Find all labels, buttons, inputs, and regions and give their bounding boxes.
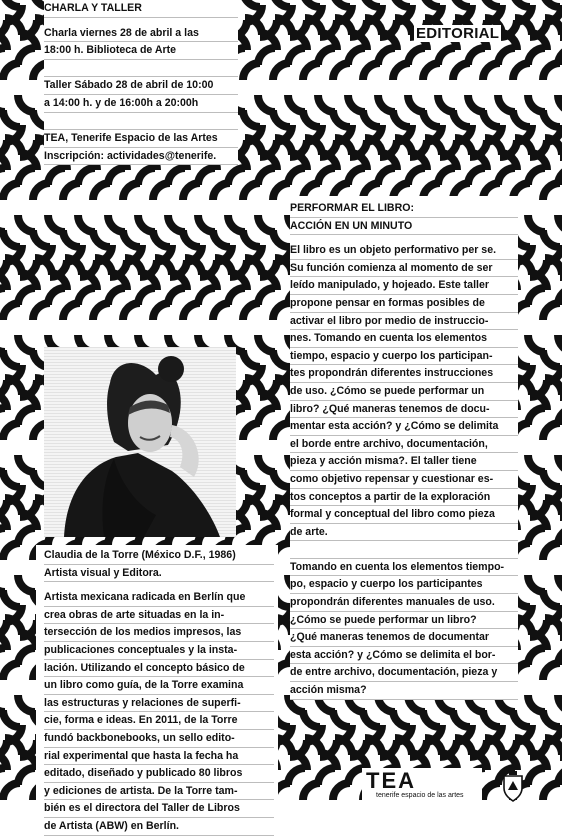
artist-bio-line: las estructuras y relaciones de superfi-: [44, 695, 274, 713]
pattern-arc: [0, 455, 5, 472]
pattern-arc: [48, 215, 65, 232]
pattern-arc: [273, 230, 290, 247]
workshop-body-line: mentar esta acción? y ¿Cómo se delimita: [290, 418, 518, 436]
pattern-arc: [528, 335, 545, 352]
pattern-arc: [528, 215, 545, 232]
pattern-arc: [3, 590, 20, 607]
workshop-title-line: ACCIÓN EN UN MINUTO: [290, 218, 518, 236]
workshop-body-line: po, espacio y cuerpo los participantes: [290, 576, 518, 594]
workshop-body-line: tiempo, espacio y cuerpo los participan-: [290, 348, 518, 366]
workshop-body-line: [290, 541, 518, 559]
pattern-arc: [528, 408, 545, 425]
workshop-body-line: de arte.: [290, 524, 518, 542]
pattern-arc: [543, 303, 560, 320]
pattern-arc: [438, 95, 455, 112]
pattern-arc: [153, 183, 170, 200]
pattern-arc: [273, 0, 290, 7]
pattern-arc: [78, 168, 95, 185]
pattern-arc: [0, 335, 5, 352]
workshop-block: [290, 196, 518, 700]
pattern-arc: [138, 288, 155, 305]
artist-bio-line: Artista mexicana radicada en Berlín que: [44, 589, 274, 607]
pattern-arc: [258, 455, 275, 472]
pattern-arc: [363, 0, 380, 7]
pattern-arc: [213, 183, 230, 200]
pattern-arc: [0, 768, 5, 785]
pattern-arc: [138, 168, 155, 185]
pattern-arc: [528, 695, 545, 712]
pattern-arc: [273, 470, 290, 487]
pattern-arc: [513, 710, 530, 727]
pattern-arc: [393, 63, 410, 80]
workshop-body-line: tes propondrán diferentes instrucciones: [290, 365, 518, 383]
pattern-arc: [78, 215, 95, 232]
pattern-arc: [243, 470, 260, 487]
pattern-arc: [558, 575, 562, 592]
pattern-arc: [528, 168, 545, 185]
pattern-arc: [198, 215, 215, 232]
pattern-arc: [408, 48, 425, 65]
pattern-arc: [0, 95, 5, 112]
artist-portrait: [44, 347, 236, 537]
pattern-arc: [3, 303, 20, 320]
artist-bio-line: lación. Utilizando el concepto básico de: [44, 660, 274, 678]
pattern-arc: [273, 63, 290, 80]
pattern-arc: [258, 528, 275, 545]
pattern-arc: [0, 528, 5, 545]
pattern-arc: [258, 48, 275, 65]
pattern-arc: [543, 63, 560, 80]
pattern-arc: [273, 423, 290, 440]
cabildo-crest-icon: [500, 770, 526, 802]
pattern-arc: [543, 470, 560, 487]
pattern-arc: [543, 183, 560, 200]
pattern-arc: [378, 48, 395, 65]
pattern-arc: [273, 350, 290, 367]
pattern-arc: [258, 408, 275, 425]
pattern-arc: [0, 288, 5, 305]
pattern-arc: [273, 110, 290, 127]
tea-logo-word: TEA: [366, 768, 416, 793]
pattern-arc: [93, 230, 110, 247]
pattern-arc: [153, 230, 170, 247]
pattern-arc: [18, 575, 35, 592]
pattern-arc: [498, 95, 515, 112]
workshop-body-line: esta acción? y ¿Cómo se delimita el bor-: [290, 647, 518, 665]
pattern-arc: [108, 288, 125, 305]
pattern-arc: [543, 110, 560, 127]
event-line: Charla viernes 28 de abril a las: [44, 25, 238, 43]
pattern-arc: [0, 168, 5, 185]
pattern-arc: [408, 168, 425, 185]
pattern-arc: [3, 0, 20, 7]
pattern-arc: [483, 63, 500, 80]
pattern-arc: [273, 183, 290, 200]
pattern-arc: [123, 183, 140, 200]
pattern-arc: [318, 168, 335, 185]
workshop-body-line: de uso. ¿Cómo se puede performar un: [290, 383, 518, 401]
pattern-arc: [513, 0, 530, 7]
pattern-arc: [0, 575, 5, 592]
artist-block: [36, 545, 278, 836]
pattern-arc: [513, 110, 530, 127]
pattern-arc: [483, 0, 500, 7]
workshop-body-line: propondrán diferentes manuales de uso.: [290, 594, 518, 612]
pattern-arc: [393, 710, 410, 727]
pattern-arc: [528, 648, 545, 665]
pattern-arc: [303, 710, 320, 727]
workshop-body-line: Tomando en cuenta los elementos tiempo-: [290, 559, 518, 577]
artist-bio-line: y ediciones de artista. De la Torre tam-: [44, 783, 274, 801]
event-line: 18:00 h. Biblioteca de Arte: [44, 42, 238, 60]
pattern-arc: [183, 183, 200, 200]
pattern-arc: [3, 663, 20, 680]
pattern-arc: [408, 95, 425, 112]
pattern-arc: [453, 710, 470, 727]
pattern-arc: [228, 288, 245, 305]
workshop-body-line: leído manipulado, y hojeado. Este taller: [290, 277, 518, 295]
pattern-arc: [18, 168, 35, 185]
event-line: [44, 113, 238, 131]
pattern-arc: [288, 95, 305, 112]
workshop-body-line: como objetivo repensar y cuestionar es-: [290, 471, 518, 489]
workshop-body-line: acción misma?: [290, 682, 518, 700]
pattern-arc: [258, 335, 275, 352]
pattern-arc: [18, 215, 35, 232]
pattern-arc: [18, 648, 35, 665]
artist-caption-line: Claudia de la Torre (México D.F., 1986): [44, 547, 274, 565]
workshop-body-line: de entre archivo, documentación, pieza y: [290, 664, 518, 682]
pattern-arc: [213, 303, 230, 320]
pattern-arc: [558, 95, 562, 112]
event-line: TEA, Tenerife Espacio de las Artes: [44, 130, 238, 148]
pattern-arc: [528, 768, 545, 785]
pattern-arc: [123, 303, 140, 320]
workshop-body-line: El libro es un objeto performativo per se.: [290, 242, 518, 260]
pattern-arc: [3, 110, 20, 127]
workshop-body-line: tos conceptos a partir de la exploración: [290, 489, 518, 507]
pattern-arc: [3, 350, 20, 367]
pattern-arc: [3, 470, 20, 487]
pattern-arc: [138, 215, 155, 232]
pattern-arc: [363, 110, 380, 127]
pattern-arc: [243, 110, 260, 127]
pattern-arc: [198, 168, 215, 185]
artist-bio-line: un libro como guía, de la Torre examina: [44, 677, 274, 695]
pattern-arc: [3, 183, 20, 200]
pattern-arc: [48, 288, 65, 305]
pattern-arc: [513, 63, 530, 80]
event-line: a 14:00 h. y de 16:00h a 20:00h: [44, 95, 238, 113]
pattern-arc: [468, 48, 485, 65]
pattern-arc: [3, 230, 20, 247]
pattern-arc: [528, 288, 545, 305]
pattern-arc: [348, 168, 365, 185]
section-label: EDITORIAL: [416, 25, 500, 42]
artist-bio-line: rial experimental que hasta la fecha ha: [44, 748, 274, 766]
pattern-arc: [303, 63, 320, 80]
workshop-body-line: el borde entre archivo, documentación,: [290, 436, 518, 454]
event-line: [44, 60, 238, 78]
pattern-arc: [348, 95, 365, 112]
pattern-arc: [288, 168, 305, 185]
pattern-arc: [333, 710, 350, 727]
pattern-arc: [243, 63, 260, 80]
pattern-arc: [318, 768, 335, 785]
pattern-arc: [543, 350, 560, 367]
artist-bio-line: cie, forma e ideas. En 2011, de la Torre: [44, 712, 274, 730]
tea-logo: [362, 768, 482, 802]
pattern-arc: [468, 168, 485, 185]
pattern-arc: [558, 335, 562, 352]
pattern-arc: [108, 215, 125, 232]
pattern-arc: [243, 183, 260, 200]
pattern-arc: [3, 63, 20, 80]
pattern-arc: [48, 168, 65, 185]
workshop-body-line: libro? ¿Qué maneras tenemos de docu-: [290, 401, 518, 419]
pattern-arc: [243, 230, 260, 247]
pattern-arc: [0, 648, 5, 665]
pattern-arc: [228, 215, 245, 232]
event-line: Taller Sábado 28 de abril de 10:00: [44, 77, 238, 95]
artist-bio-line: de Artista (ABW) en Berlín.: [44, 818, 274, 836]
pattern-arc: [558, 215, 562, 232]
pattern-arc: [63, 230, 80, 247]
pattern-arc: [303, 783, 320, 800]
pattern-arc: [453, 110, 470, 127]
workshop-body-line: activar el libro por medio de instruccio-: [290, 313, 518, 331]
pattern-arc: [348, 48, 365, 65]
pattern-arc: [243, 0, 260, 7]
pattern-arc: [18, 95, 35, 112]
pattern-arc: [288, 768, 305, 785]
pattern-arc: [18, 455, 35, 472]
pattern-arc: [0, 48, 5, 65]
pattern-arc: [18, 408, 35, 425]
event-info: [44, 0, 238, 165]
pattern-arc: [363, 63, 380, 80]
pattern-arc: [498, 48, 515, 65]
pattern-arc: [0, 408, 5, 425]
pattern-arc: [498, 168, 515, 185]
pattern-arc: [3, 423, 20, 440]
artist-bio-line: editado, diseñado y publicado 80 libros: [44, 765, 274, 783]
pattern-arc: [93, 303, 110, 320]
artist-bio-line: crea obras de arte situadas en la in-: [44, 607, 274, 625]
pattern-arc: [333, 0, 350, 7]
pattern-arc: [18, 528, 35, 545]
pattern-arc: [108, 168, 125, 185]
pattern-arc: [528, 95, 545, 112]
pattern-arc: [543, 663, 560, 680]
pattern-arc: [63, 303, 80, 320]
artist-bio-line: publicaciones conceptuales y la insta-: [44, 642, 274, 660]
pattern-arc: [453, 63, 470, 80]
pattern-arc: [333, 783, 350, 800]
pattern-arc: [168, 288, 185, 305]
pattern-arc: [18, 768, 35, 785]
pattern-arc: [423, 0, 440, 7]
pattern-arc: [258, 215, 275, 232]
pattern-arc: [528, 48, 545, 65]
pattern-arc: [543, 230, 560, 247]
pattern-arc: [483, 710, 500, 727]
pattern-arc: [33, 303, 50, 320]
pattern-arc: [273, 303, 290, 320]
pattern-arc: [93, 183, 110, 200]
pattern-arc: [333, 63, 350, 80]
pattern-arc: [0, 695, 5, 712]
pattern-arc: [3, 543, 20, 560]
pattern-arc: [528, 455, 545, 472]
workshop-title-line: PERFORMAR EL LIBRO:: [290, 200, 518, 218]
artist-bio-line: fundó backbonebooks, un sello edito-: [44, 730, 274, 748]
artist-bio-line: bién es el directora del Taller de Libros: [44, 800, 274, 818]
pattern-arc: [543, 783, 560, 800]
pattern-arc: [18, 695, 35, 712]
pattern-arc: [288, 48, 305, 65]
pattern-arc: [33, 183, 50, 200]
pattern-arc: [33, 230, 50, 247]
pattern-arc: [318, 48, 335, 65]
pattern-arc: [543, 0, 560, 7]
pattern-arc: [318, 95, 335, 112]
artist-bio-line: tersección de los medios impresos, las: [44, 624, 274, 642]
pattern-arc: [558, 455, 562, 472]
pattern-arc: [438, 168, 455, 185]
pattern-arc: [168, 168, 185, 185]
pattern-arc: [18, 288, 35, 305]
pattern-arc: [78, 288, 95, 305]
pattern-arc: [528, 575, 545, 592]
pattern-arc: [378, 168, 395, 185]
pattern-arc: [258, 95, 275, 112]
pattern-arc: [378, 95, 395, 112]
workshop-body-line: formal y conceptual del libro como pieza: [290, 506, 518, 524]
workshop-body-line: ¿Cómo se puede performar un libro?: [290, 612, 518, 630]
pattern-arc: [18, 48, 35, 65]
pattern-arc: [543, 543, 560, 560]
pattern-arc: [228, 168, 245, 185]
pattern-arc: [483, 783, 500, 800]
pattern-arc: [243, 423, 260, 440]
pattern-arc: [258, 288, 275, 305]
pattern-arc: [168, 215, 185, 232]
pattern-arc: [543, 590, 560, 607]
pattern-arc: [123, 230, 140, 247]
pattern-arc: [453, 0, 470, 7]
tea-logo-subtitle: tenerife espacio de las artes: [376, 792, 464, 799]
pattern-arc: [153, 303, 170, 320]
pattern-arc: [18, 335, 35, 352]
pattern-arc: [438, 48, 455, 65]
workshop-body-line: pieza y acción misma?. El taller tiene: [290, 453, 518, 471]
workshop-body-line: Su función comienza al momento de ser: [290, 260, 518, 278]
pattern-arc: [393, 110, 410, 127]
pattern-arc: [303, 0, 320, 7]
pattern-arc: [243, 303, 260, 320]
artist-caption-line: Artista visual y Editora.: [44, 565, 274, 583]
pattern-arc: [423, 710, 440, 727]
pattern-arc: [393, 0, 410, 7]
pattern-arc: [303, 110, 320, 127]
pattern-arc: [3, 783, 20, 800]
pattern-arc: [483, 110, 500, 127]
pattern-arc: [0, 215, 5, 232]
pattern-arc: [183, 230, 200, 247]
pattern-arc: [543, 423, 560, 440]
pattern-arc: [213, 230, 230, 247]
workshop-body-line: ¿Qué maneras tenemos de documentar: [290, 629, 518, 647]
pattern-arc: [63, 183, 80, 200]
workshop-body-line: nes. Tomando en cuenta los elementos: [290, 330, 518, 348]
pattern-arc: [543, 710, 560, 727]
workshop-body-line: propone pensar en formas posibles de: [290, 295, 518, 313]
pattern-arc: [243, 350, 260, 367]
pattern-arc: [258, 168, 275, 185]
pattern-arc: [3, 710, 20, 727]
pattern-arc: [423, 110, 440, 127]
pattern-arc: [333, 110, 350, 127]
pattern-arc: [363, 710, 380, 727]
pattern-arc: [198, 288, 215, 305]
event-line: Inscripción: actividades@tenerife.: [44, 148, 238, 166]
event-title: CHARLA Y TALLER: [44, 0, 238, 18]
pattern-arc: [468, 95, 485, 112]
pattern-arc: [528, 528, 545, 545]
pattern-arc: [558, 695, 562, 712]
pattern-arc: [423, 63, 440, 80]
pattern-arc: [183, 303, 200, 320]
